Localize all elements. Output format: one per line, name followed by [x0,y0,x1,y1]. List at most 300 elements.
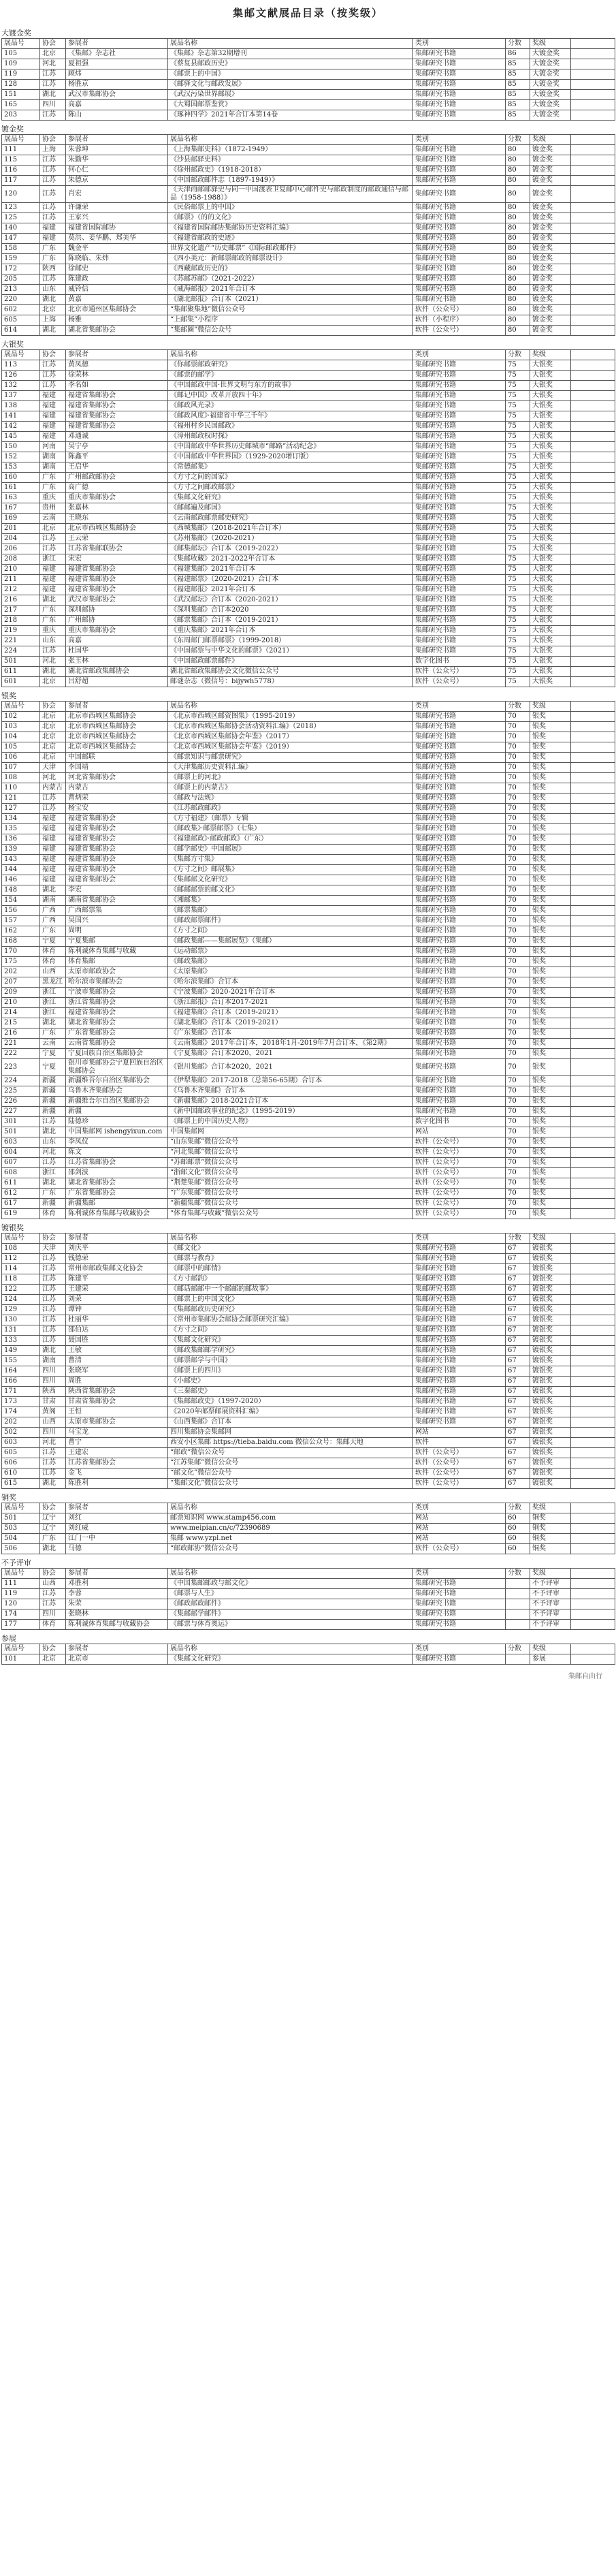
table-cell: 湖北省集邮协会 [66,1178,168,1189]
table-cell: 《福建集邮》合订本（2019-2021） [168,1008,413,1018]
table-cell: 201 [2,524,40,534]
table-cell: 辽宁 [40,1513,66,1524]
table-row [2,1397,615,1407]
table-cell: 大银奖 [530,514,571,524]
table-cell: 四川集邮协会集邮网 [168,1428,413,1438]
table-cell: 福建省集邮协会 [66,845,168,855]
table-cell: 《邮票与体育奥运》 [168,1620,413,1630]
column-header: 展品名称 [168,1503,413,1513]
table-cell: 银奖 [530,855,571,865]
table-cell: 147 [2,234,40,244]
table-cell: 149 [2,1346,40,1356]
table-cell: 《邮票中的邮情》 [168,1264,413,1274]
table-cell: 镀银奖 [530,1285,571,1295]
table-cell: 《重庆集邮》2021年合订本 [168,626,413,636]
table-cell: 集邮研究书籍 [413,626,506,636]
table-cell: 131 [2,1325,40,1336]
table-cell: 江苏 [40,155,66,166]
table-cell: 75 [506,565,530,575]
table-cell: 《西城集邮》（2018-2021年合订本） [168,524,413,534]
table-cell: 镀银奖 [530,1295,571,1305]
table-cell: 《邮政集邮——集邮展览》（集邮） [168,937,413,947]
blank-cell [571,411,615,422]
table-cell: 江苏 [40,213,66,223]
table-row [2,401,615,411]
table-cell: 朱勤华 [66,155,168,166]
table-cell: 广东省集邮协会 [66,1189,168,1199]
table-row [2,1008,615,1018]
table-cell: 银奖 [530,906,571,916]
table-cell: 70 [506,896,530,906]
table-cell: 江苏 [40,1336,66,1346]
table-row [2,223,615,234]
table-cell: 软件（公众号） [413,1458,506,1468]
table-cell: 501 [2,1513,40,1524]
table-cell: 《中国邮政邮票邮件》 [168,657,413,667]
table-cell: 70 [506,1039,530,1049]
table-row [2,1428,615,1438]
table-cell: 上海 [40,145,66,155]
table-cell: 陈建政 [66,274,168,285]
table-cell: 集邮 www.yzpl.net [168,1534,413,1544]
table-cell: 207 [2,977,40,988]
table-cell: 邓胜利 [66,1579,168,1589]
table-cell: 80 [506,244,530,254]
column-header: 协会 [40,1234,66,1244]
table-cell: 集邮研究书籍 [413,1366,506,1377]
table-cell: 河北 [40,657,66,667]
table-cell: 集邮研究书籍 [413,1346,506,1356]
table-cell: 集邮研究书籍 [413,166,506,176]
table-row [2,1524,615,1534]
table-cell: 70 [506,1059,530,1076]
table-cell: 镀银奖 [530,1377,571,1387]
table-cell: 165 [2,100,40,110]
table-cell: 江苏 [40,1274,66,1285]
table-cell: 集邮研究书籍 [413,722,506,732]
column-header: 分数 [506,135,530,145]
column-header: 展品名称 [168,1569,413,1579]
table-cell: 《宁波集邮》2020-2021年合订本 [168,988,413,998]
table-cell: 湖南省集邮协会 [66,896,168,906]
table-row [2,514,615,524]
table-cell: 内蒙古 [66,783,168,794]
table-cell: 集邮研究书籍 [413,1086,506,1097]
table-cell: 福建省集邮协会 [66,391,168,401]
table-cell: 镀金奖 [530,264,571,274]
column-header: 参展者 [66,702,168,712]
table-cell: 集邮研究书籍 [413,503,506,514]
table-cell: 105 [2,49,40,59]
blank-cell [571,998,615,1008]
column-header: 展品名称 [168,135,413,145]
table-cell: 北京 [40,305,66,315]
table-cell: “邮政邮协”微信公众号 [168,1544,413,1554]
table-cell: 75 [506,636,530,646]
table-cell: 70 [506,855,530,865]
table-cell: 许谦荣 [66,203,168,213]
table-row [2,100,615,110]
table-cell: 《民俗邮票上的中国》 [168,203,413,213]
table-cell: 集邮研究书籍 [413,998,506,1008]
table-cell: 湖北 [40,885,66,896]
table-cell: 集邮研究书籍 [413,110,506,121]
table-cell: 611 [2,1178,40,1189]
table-cell: 《江苏邮政邮政》 [168,804,413,814]
table-row [2,783,615,794]
table-cell: 503 [2,1524,40,1534]
table-cell: 集邮研究书籍 [413,1397,506,1407]
table-cell: 杜丽华 [66,1315,168,1325]
table-cell: 福建省集邮协会 [66,855,168,865]
blank-cell [571,1189,615,1199]
table-cell: 108 [2,773,40,783]
blank-cell [571,1076,615,1086]
table-cell: 肖宏 [66,186,168,203]
table-cell: 《天津集邮历史资料汇编》 [168,763,413,773]
table-header-row [2,39,615,49]
award-section [0,691,616,1219]
table-cell: 集邮研究书籍 [413,1039,506,1049]
blank-cell [571,100,615,110]
table-cell: 福建省集邮协会 [66,814,168,824]
table-cell: 福建 [40,824,66,834]
table-cell: 集邮研究书籍 [413,885,506,896]
table-cell: 202 [2,967,40,977]
blank-cell [571,452,615,462]
table-cell: 江苏 [40,274,66,285]
table-cell: 体育集邮 [66,957,168,967]
table-cell: “新疆集邮”微信公众号 [168,1199,413,1209]
table-cell: 朱荣 [66,1599,168,1609]
table-cell: 127 [2,804,40,814]
table-cell: 《宁夏集邮》合订本2020，2021 [168,1049,413,1059]
table-cell: 上海 [40,315,66,326]
table-cell: 银奖 [530,804,571,814]
blank-cell [571,712,615,722]
table-row [2,722,615,732]
table-cell: 集邮研究书籍 [413,1274,506,1285]
table-row [2,1199,615,1209]
table-cell: 171 [2,1387,40,1397]
table-cell: 《浙江邮报》合订本2017-2021 [168,998,413,1008]
table-cell: 镀银奖 [530,1407,571,1417]
table-cell: 106 [2,753,40,763]
table-cell: 617 [2,1199,40,1209]
table-cell: 河北 [40,1438,66,1448]
table-cell: 集邮研究书籍 [413,814,506,824]
table-cell: 河北 [40,1148,66,1158]
table-cell: 张玉林 [66,657,168,667]
table-cell: 集邮研究书籍 [413,1305,506,1315]
blank-cell [571,514,615,524]
table-cell: 138 [2,401,40,411]
table-cell: 210 [2,998,40,1008]
table-cell: 85 [506,80,530,90]
table-cell: 山东 [40,636,66,646]
table-cell: 70 [506,1008,530,1018]
blank-cell [571,794,615,804]
table-cell: 重庆市集邮协会 [66,626,168,636]
table-cell: 深圳邮协 [66,606,168,616]
table-cell: 大银奖 [530,401,571,411]
table-cell: 北京 [40,712,66,722]
table-cell: 177 [2,1620,40,1630]
blank-cell [571,176,615,186]
award-section [0,1558,616,1630]
table-cell: 李凤仪 [66,1137,168,1148]
table-cell: 113 [2,360,40,371]
exhibit-table [1,349,615,687]
table-cell: 172 [2,264,40,274]
table-cell: 江苏 [40,1468,66,1479]
table-row [2,1107,615,1117]
table-cell: 70 [506,1199,530,1209]
exhibit-table [1,134,615,336]
table-row [2,875,615,885]
table-cell: 70 [506,1049,530,1059]
table-row [2,295,615,305]
table-cell: 137 [2,391,40,401]
table-cell: 银奖 [530,947,571,957]
blank-cell [571,875,615,885]
table-cell: 镀金奖 [530,176,571,186]
blank-cell [571,1654,615,1665]
table-cell: 《集邮收藏》2021-2022年合订本 [168,554,413,565]
table-row [2,1599,615,1609]
table-cell: 江苏 [40,1117,66,1127]
table-cell: 体育 [40,947,66,957]
table-row [2,544,615,554]
table-cell: 《上海集邮史料》（1872-1949） [168,145,413,155]
table-cell: 曹宁 [66,1438,168,1448]
table-cell: 王恒 [66,1407,168,1417]
table-row [2,155,615,166]
table-cell: 120 [2,1599,40,1609]
table-cell: 杨宝安 [66,804,168,814]
table-cell: 611 [2,667,40,677]
table-cell: 湖南 [40,462,66,473]
section-title: 大银奖 [1,340,24,349]
table-row [2,794,615,804]
table-cell: 银奖 [530,875,571,885]
column-header: 奖级 [530,135,571,145]
table-row [2,1407,615,1417]
table-cell: 169 [2,514,40,524]
table-cell: 70 [506,1158,530,1168]
table-cell: 浙江 [40,998,66,1008]
table-cell: 《邮邮邮票的邮文化》 [168,885,413,896]
table-cell: 不予评审 [530,1589,571,1599]
table-row [2,1059,615,1076]
table-cell: 银奖 [530,937,571,947]
table-cell: 75 [506,575,530,585]
table-cell: 75 [506,646,530,657]
table-cell: 镀金奖 [530,305,571,315]
table-cell: 80 [506,223,530,234]
blank-cell [571,636,615,646]
table-cell: 新疆 [40,1086,66,1097]
table-cell: 《新疆集邮》2018-2021合订本 [168,1097,413,1107]
blank-header [571,1644,615,1654]
table-cell: 四川 [40,1366,66,1377]
table-cell: 北京市西城区集邮协会 [66,742,168,753]
table-cell: 新疆 [40,1076,66,1086]
table-cell: 集邮研究书籍 [413,606,506,616]
blank-cell [571,285,615,295]
column-header: 展品号 [2,1234,40,1244]
blank-cell [571,391,615,401]
table-cell: 170 [2,947,40,957]
table-cell: 甘肃 [40,1397,66,1407]
table-cell: 610 [2,1468,40,1479]
table-row [2,998,615,1008]
table-row [2,326,615,336]
table-row [2,575,615,585]
table-cell: 162 [2,926,40,937]
table-cell: 151 [2,90,40,100]
blank-cell [571,1397,615,1407]
table-cell: 软件（公众号） [413,1468,506,1479]
blank-cell [571,575,615,585]
table-cell: 集邮研究书籍 [413,1244,506,1254]
table-cell: “集邮文化”微信公众号 [168,1479,413,1489]
table-cell: 朱蓉坤 [66,145,168,155]
table-cell: 140 [2,223,40,234]
table-cell: 谭钟 [66,1305,168,1315]
table-cell: 北京市西城区集邮协会 [66,732,168,742]
table-cell: 《邮文化》 [168,1244,413,1254]
table-cell: 网站 [413,1524,506,1534]
table-cell: 75 [506,381,530,391]
table-cell: 集邮研究书籍 [413,90,506,100]
table-cell: 集邮研究书籍 [413,295,506,305]
table-cell: 67 [506,1336,530,1346]
table-cell: 《常州市集邮协会邮协会邮票研究汇编》 [168,1315,413,1325]
blank-cell [571,234,615,244]
table-row [2,753,615,763]
exhibit-table [1,38,615,121]
table-cell: 《邮票上的河北》 [168,773,413,783]
table-cell: 中国邮联 [66,753,168,763]
table-cell: 广东 [40,254,66,264]
table-cell: 广东 [40,616,66,626]
table-cell: 北京市西城区集邮协会 [66,722,168,732]
table-cell: 《邮票上的内蒙古》 [168,783,413,794]
table-cell: 集邮研究书籍 [413,514,506,524]
table-cell: 江门一中 [66,1534,168,1544]
table-cell: 216 [2,595,40,606]
blank-cell [571,1544,615,1554]
blank-cell [571,1336,615,1346]
table-cell: 浙江省集邮协会 [66,998,168,1008]
table-cell: 河南 [40,442,66,452]
table-cell: 集邮研究书籍 [413,1097,506,1107]
table-cell: 集邮研究书籍 [413,646,506,657]
table-row [2,1254,615,1264]
table-cell: 重庆市集邮协会 [66,493,168,503]
table-cell: 大银奖 [530,565,571,575]
blank-cell [571,845,615,855]
table-cell: 银奖 [530,926,571,937]
table-cell: 204 [2,534,40,544]
table-cell: 集邮研究书籍 [413,916,506,926]
table-cell: 67 [506,1244,530,1254]
blank-cell [571,80,615,90]
table-cell: 130 [2,1315,40,1325]
table-cell: 集邮研究书籍 [413,391,506,401]
table-cell: 福建省集邮协会 [66,565,168,575]
table-cell: 《深圳集邮》合订本2020 [168,606,413,616]
table-cell: 67 [506,1295,530,1305]
column-header: 展品号 [2,1569,40,1579]
table-cell: 集邮研究书籍 [413,274,506,285]
table-cell: 云南 [40,1039,66,1049]
table-cell: 70 [506,947,530,957]
table-cell: 天津 [40,763,66,773]
table-cell: 黄嘉 [66,295,168,305]
table-cell: 集邮研究书籍 [413,473,506,483]
table-cell: 软件（公众号） [413,1544,506,1554]
table-row [2,977,615,988]
table-cell: 70 [506,1137,530,1148]
table-cell: 《邮票》（的的文化》 [168,213,413,223]
table-row [2,213,615,223]
table-cell: 67 [506,1315,530,1325]
table-cell: 227 [2,1107,40,1117]
table-cell: 《邮邮遍及邮国》 [168,503,413,514]
table-row [2,677,615,687]
table-cell: 205 [2,274,40,285]
table-cell: 银奖 [530,1039,571,1049]
table-cell: 67 [506,1417,530,1428]
table-cell: 镀金奖 [530,254,571,264]
table-row [2,1458,615,1468]
blank-cell [571,722,615,732]
blank-cell [571,1620,615,1630]
table-cell: 《集邮方寸集》 [168,855,413,865]
table-cell: 江苏 [40,1599,66,1609]
table-cell: 集邮研究书籍 [413,155,506,166]
table-cell: 镀金奖 [530,295,571,305]
column-header: 分数 [506,1503,530,1513]
table-cell: 福建省集邮协会 [66,585,168,595]
table-cell: 福建 [40,845,66,855]
table-cell: 619 [2,1209,40,1219]
table-cell: 大银奖 [530,442,571,452]
table-cell: 75 [506,503,530,514]
column-header: 奖级 [530,350,571,360]
table-cell: 226 [2,1097,40,1107]
table-cell: 集邮研究书籍 [413,575,506,585]
table-cell: 集邮研究书籍 [413,967,506,977]
table-cell: 银奖 [530,1178,571,1189]
table-row [2,166,615,176]
table-cell: 江苏省集邮联协会 [66,544,168,554]
blank-cell [571,865,615,875]
table-cell: 124 [2,1295,40,1305]
table-cell: 85 [506,110,530,121]
table-cell: 《银川集邮》合订本2020，2021 [168,1059,413,1076]
table-row [2,636,615,646]
table-header-row [2,702,615,712]
table-row [2,1189,615,1199]
table-cell: 85 [506,90,530,100]
column-header: 展品号 [2,39,40,49]
table-cell: 福建 [40,565,66,575]
table-row [2,988,615,998]
table-cell: 中国集邮网 [168,1127,413,1137]
